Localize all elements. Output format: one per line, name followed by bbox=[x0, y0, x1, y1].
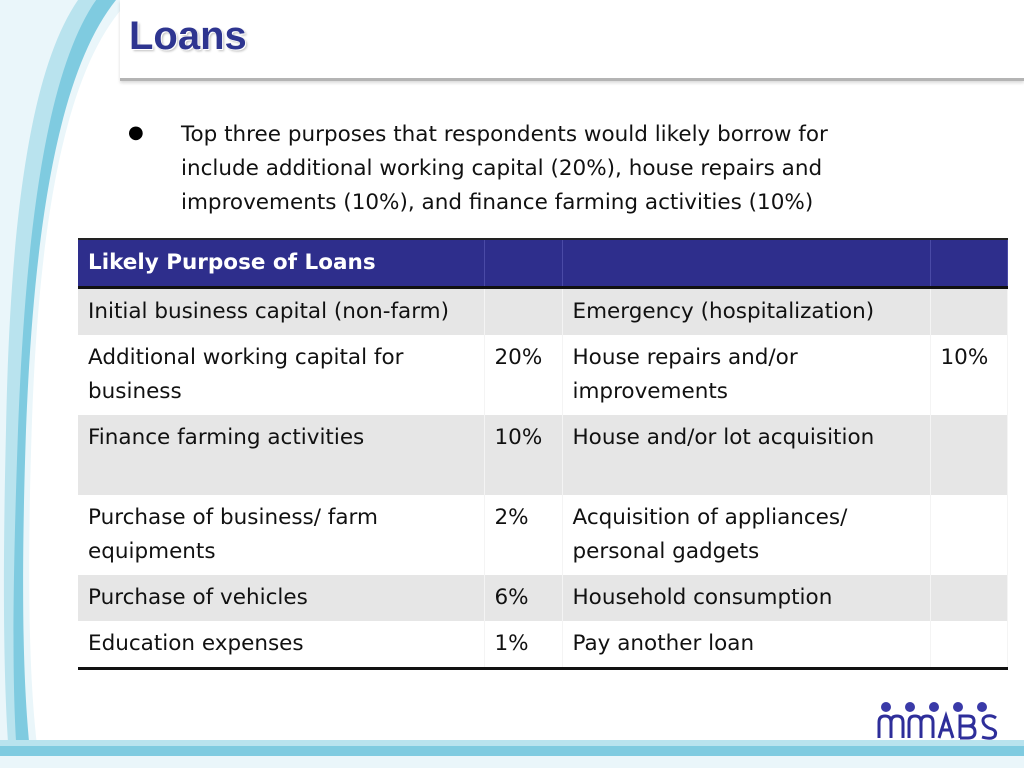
table-header-cell: Likely Purpose of Loans bbox=[78, 239, 484, 288]
table-cell-purpose: Purchase of vehicles bbox=[78, 575, 484, 621]
table-cell-percent bbox=[930, 415, 1007, 495]
table-header-cell bbox=[562, 239, 930, 288]
mabs-logo bbox=[876, 700, 1000, 742]
table-cell-purpose: House repairs and/or improvements bbox=[562, 335, 930, 415]
table-row bbox=[78, 621, 1007, 669]
bullet-dot-icon: ● bbox=[128, 122, 144, 143]
table-cell-purpose: Additional working capital for business bbox=[78, 335, 484, 415]
table-cell-percent: 20% bbox=[484, 335, 562, 415]
table-cell-purpose: Purchase of business/ farm equipments bbox=[78, 495, 484, 575]
table-cell-percent: 2% bbox=[484, 495, 562, 575]
table-cell-purpose: Initial business capital (non-farm) bbox=[78, 288, 484, 336]
table-header-cell bbox=[930, 239, 1007, 288]
table-row bbox=[78, 288, 1007, 336]
table-cell-percent bbox=[930, 495, 1007, 575]
table-row bbox=[78, 415, 1007, 495]
table-cell-percent bbox=[930, 621, 1007, 669]
table-cell-percent: 6% bbox=[484, 575, 562, 621]
title-bar bbox=[120, 0, 1024, 81]
table-cell-purpose: Finance farming activities bbox=[78, 415, 484, 495]
table-cell-purpose: Household consumption bbox=[562, 575, 930, 621]
table-cell-percent bbox=[930, 575, 1007, 621]
footer-band-decoration bbox=[0, 738, 1024, 768]
table-cell-percent bbox=[930, 288, 1007, 336]
table-header-cell bbox=[484, 239, 562, 288]
table-row bbox=[78, 575, 1007, 621]
table-row bbox=[78, 335, 1007, 415]
table-row bbox=[78, 495, 1007, 575]
loan-purpose-table bbox=[78, 238, 1008, 670]
table-cell-purpose: Pay another loan bbox=[562, 621, 930, 669]
table-cell-percent: 1% bbox=[484, 621, 562, 669]
slide-title: Loans bbox=[129, 14, 247, 58]
table-cell-percent: 10% bbox=[930, 335, 1007, 415]
table-header-row bbox=[78, 239, 1007, 288]
table-cell-percent bbox=[484, 288, 562, 336]
table-cell-purpose: Emergency (hospitalization) bbox=[562, 288, 930, 336]
table-cell-purpose: Education expenses bbox=[78, 621, 484, 669]
table-cell-purpose: House and/or lot acquisition bbox=[562, 415, 930, 495]
table-cell-percent: 10% bbox=[484, 415, 562, 495]
table-cell-purpose: Acquisition of appliances/ personal gadgets bbox=[562, 495, 930, 575]
bullet-text: Top three purposes that respondents would likely borrow for include additional working capital (20%), house repairs and improvements (10%), and finance farming activities (10%) bbox=[181, 122, 828, 215]
